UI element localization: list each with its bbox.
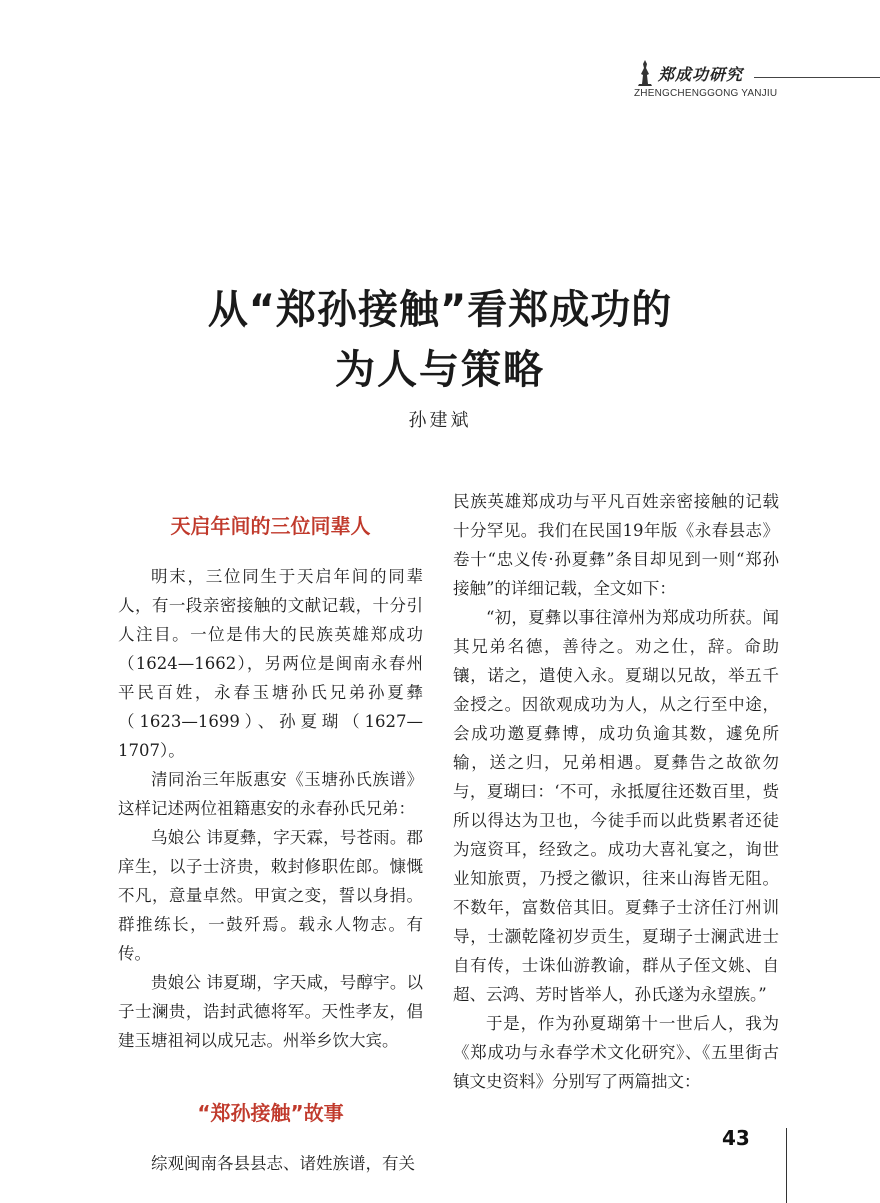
footer-rule (786, 1128, 787, 1203)
paragraph: 于是，作为孙夏瑚第十一世后人，我为《郑成功与永春学术文化研究》、《五里街古镇文史资料》分别写了两篇拙文： (453, 1014, 779, 1091)
left-column (118, 506, 423, 1178)
header-rule (754, 77, 880, 78)
article-title-line1: 从“郑孙接触”看郑成功的 (207, 287, 673, 333)
paragraph: “初，夏彝以事往漳州为郑成功所获。闻其兄弟名德，善待之。劝之仕，辞。命助镶，诺之，遣使入永。夏瑚以兄故，举五千金授之。因欲观成功为人，从之行至中途，会成功邀夏彝博，成功负逾其数，遽免所输，送之归，兄弟相遇。夏彝告之故欲勿与，夏瑚曰：‘不可，永抵厦往还数百里，赀所以得达为卫也，今徒手而以此赀累者还徒为寇资耳，经致之。成功大喜礼宴之，询世业知旅贾，乃授之徽识，往来山海皆无阻。不数年，富数倍其旧。夏彝子士济任汀州训导，士灏乾隆初岁贡生，夏瑚子士澜武进士自有传，士诛仙游教谕，群从子侄文姚、自超、云鸿、芳时皆举人，孙氏遂为永望族。” (453, 608, 779, 1004)
paragraph: 明末，三位同生于天启年间的同辈人，有一段亲密接触的文献记载，十分引人注目。一位是伟大的民族英雄郑成功（1624—1662），另两位是闽南永春州平民百姓，永春玉塘孙氏兄弟孙夏彝（1623—1699）、孙夏瑚（1627—1707）。 (118, 567, 423, 760)
journal-subtitle: ZHENGCHENGGONG YANJIU (634, 88, 778, 99)
page-number: 43 (722, 1126, 750, 1150)
section-title-2: “郑孙接触”故事 (197, 1101, 344, 1125)
statue-logo-icon (636, 58, 654, 88)
paragraph: 清同治三年版惠安《玉塘孙氏族谱》这样记述两位祖籍惠安的永春孙氏兄弟： (118, 770, 423, 818)
author-name: 孙建斌 (408, 410, 472, 431)
running-header (632, 58, 880, 102)
paragraph: 综观闽南各县县志、诸姓族谱，有关 (151, 1154, 415, 1173)
article-title-line2: 为人与策略 (335, 347, 545, 393)
paragraph: 贵娘公 讳夏瑚，字天咸，号醇宇。以子士澜贵，诰封武德将军。天性孝友，倡建玉塘祖祠以成兄志。州举乡饮大宾。 (118, 973, 423, 1050)
section-title-1: 天启年间的三位同辈人 (170, 514, 371, 538)
paragraph: 民族英雄郑成功与平凡百姓亲密接触的记载十分罕见。我们在民国19年版《永春县志》卷十“忠义传·孙夏彝”条目却见到一则“郑孙接触”的详细记载，全文如下： (453, 492, 779, 598)
journal-title: 郑成功研究 (658, 65, 744, 84)
paragraph: 乌娘公 讳夏彝，字天霖，号苍雨。郡庠生，以子士济贵，敕封修职佐郎。慷慨不凡，意量卓然。甲寅之变，誓以身捐。群推练长，一鼓歼焉。载永人物志。有传。 (118, 828, 423, 963)
right-column (453, 487, 779, 1096)
